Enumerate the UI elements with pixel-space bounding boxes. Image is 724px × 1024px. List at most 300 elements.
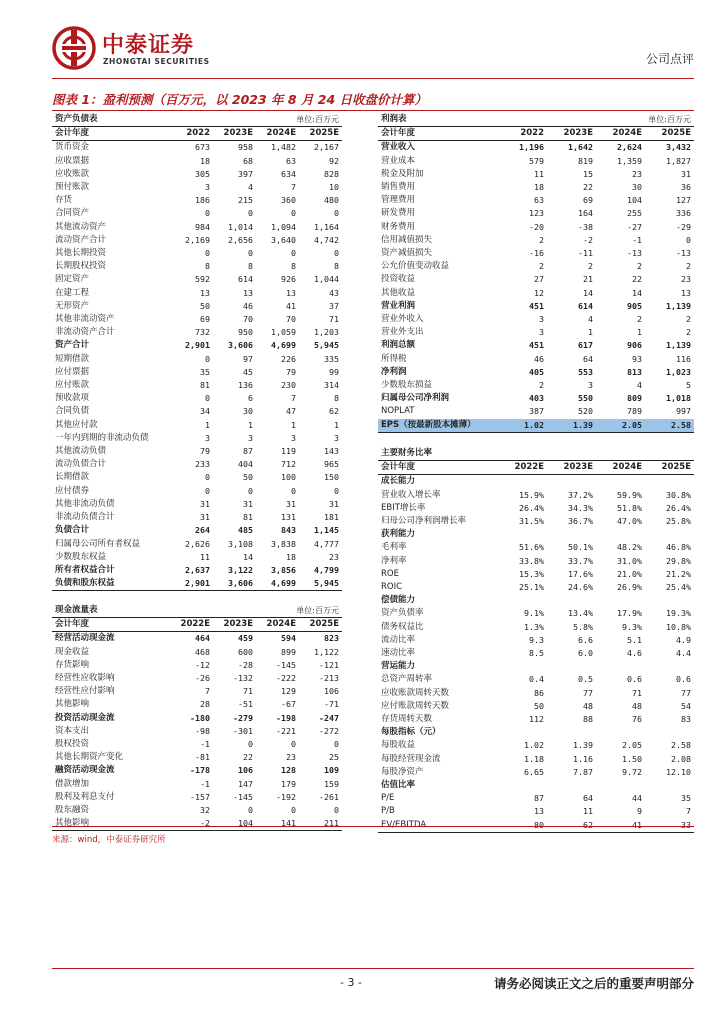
cell-value: 109 bbox=[324, 765, 339, 776]
row-label: 其他长期资产变化 bbox=[55, 752, 124, 763]
cell-value: 13 bbox=[200, 287, 210, 298]
cell-value: 11 bbox=[534, 168, 544, 179]
cell-value: 1.02 bbox=[498, 419, 547, 433]
cell-value bbox=[547, 779, 596, 792]
table-row bbox=[378, 392, 694, 405]
row-label: 现金收益 bbox=[55, 646, 90, 657]
cell-value: 9 bbox=[637, 806, 642, 817]
cell-value: 51.6% bbox=[519, 542, 544, 553]
cell-value: 76 bbox=[632, 714, 642, 725]
cell-value: 81 bbox=[243, 512, 253, 523]
fiscal-year-header: 会计年度 bbox=[378, 461, 498, 475]
row-label: 资产合计 bbox=[55, 340, 90, 351]
cell-value: 899 bbox=[281, 646, 296, 657]
cell-value: 36.7% bbox=[568, 516, 593, 527]
cell-value: 71 bbox=[632, 687, 642, 698]
fiscal-year-header: 会计年度 bbox=[52, 127, 170, 141]
table-row bbox=[378, 515, 694, 528]
table-row bbox=[52, 234, 342, 247]
cell-value: 3 bbox=[539, 314, 544, 325]
table-row bbox=[52, 287, 342, 300]
row-label: 固定资产 bbox=[55, 274, 90, 285]
row-label: 应付票据 bbox=[55, 366, 90, 377]
cell-value: 30.8% bbox=[666, 489, 691, 500]
table-row bbox=[378, 168, 694, 181]
cell-value: 18 bbox=[286, 551, 296, 562]
cell-value: 100 bbox=[281, 472, 296, 483]
cell-value: 15.3% bbox=[519, 568, 544, 579]
row-label: P/B bbox=[381, 806, 395, 817]
cell-value: 4.4 bbox=[676, 648, 691, 659]
cell-value: 0 bbox=[205, 485, 210, 496]
cell-value: 64 bbox=[583, 353, 593, 364]
cell-value: 159 bbox=[324, 778, 339, 789]
cell-value: 0 bbox=[248, 739, 253, 750]
cell-value: 119 bbox=[281, 446, 296, 457]
table-row bbox=[52, 207, 342, 220]
table-row bbox=[378, 594, 694, 607]
row-label: 所有者权益合计 bbox=[55, 564, 115, 575]
table-row bbox=[52, 485, 342, 498]
table-row bbox=[378, 326, 694, 339]
cell-value: 0 bbox=[291, 739, 296, 750]
row-label: 合同负债 bbox=[55, 406, 90, 417]
cell-value: 0 bbox=[334, 805, 339, 816]
cell-value: 6.65 bbox=[524, 766, 544, 777]
cell-value: 71 bbox=[243, 686, 253, 697]
table-row bbox=[378, 405, 694, 418]
cell-value: 37.2% bbox=[568, 489, 593, 500]
company-name-cn: 中泰证券 bbox=[102, 33, 195, 58]
income-statement-table bbox=[378, 113, 694, 433]
table-row bbox=[378, 647, 694, 660]
page-number: - 3 - bbox=[340, 976, 362, 989]
cell-value: 958 bbox=[238, 142, 253, 153]
company-logo bbox=[52, 26, 212, 72]
row-label: 股利及利息支付 bbox=[55, 791, 115, 802]
row-label: 每股收益 bbox=[381, 740, 416, 751]
row-label: 资产减值损失 bbox=[381, 248, 433, 259]
cell-value: 70 bbox=[243, 314, 253, 325]
year-header: 2023E bbox=[547, 461, 596, 475]
cell-value: 41 bbox=[286, 300, 296, 311]
table-row bbox=[52, 778, 342, 791]
unit-label: 单位:百万元 bbox=[256, 113, 342, 127]
cell-value: 3 bbox=[539, 327, 544, 338]
cell-value: 0 bbox=[291, 805, 296, 816]
cell-value: 17.6% bbox=[568, 568, 593, 579]
cell-value: 1,122 bbox=[314, 646, 339, 657]
cell-value: 965 bbox=[324, 459, 339, 470]
table-row bbox=[52, 313, 342, 326]
cell-value: 264 bbox=[195, 525, 210, 536]
company-name-en: ZHONGTAI SECURITIES bbox=[103, 57, 210, 66]
cell-value: 1,196 bbox=[519, 142, 544, 153]
cell-value bbox=[596, 726, 645, 739]
cell-value: 21 bbox=[583, 274, 593, 285]
cell-value: -178 bbox=[190, 765, 210, 776]
cell-value: -1 bbox=[200, 739, 210, 750]
cell-value: 21.0% bbox=[617, 568, 642, 579]
cell-value: -145 bbox=[276, 659, 296, 670]
cell-value: 35 bbox=[681, 793, 691, 804]
unit-label: 单位:百万元 bbox=[256, 604, 342, 618]
cell-value: -20 bbox=[529, 221, 544, 232]
cell-value: 23 bbox=[632, 168, 642, 179]
table-row bbox=[378, 247, 694, 260]
cell-value: 4 bbox=[588, 314, 593, 325]
cell-value: 83 bbox=[681, 714, 691, 725]
cell-value: 43 bbox=[329, 287, 339, 298]
cell-value: 1 bbox=[248, 419, 253, 430]
cell-value: -261 bbox=[319, 791, 339, 802]
table-row bbox=[52, 247, 342, 260]
cell-value: -301 bbox=[233, 725, 253, 736]
table-row bbox=[378, 568, 694, 581]
row-label: 每股指标（元） bbox=[381, 727, 441, 738]
cell-value: 2.05 bbox=[622, 740, 642, 751]
cell-value: -67 bbox=[281, 699, 296, 710]
cell-value: 50 bbox=[243, 472, 253, 483]
cell-value: 464 bbox=[195, 633, 210, 644]
row-label: 流动负债合计 bbox=[55, 459, 107, 470]
row-label: 公允价值变动收益 bbox=[381, 261, 450, 272]
cell-value: 69 bbox=[200, 314, 210, 325]
row-label: 应收票据 bbox=[55, 155, 90, 166]
cell-value: 7 bbox=[291, 393, 296, 404]
cell-value bbox=[547, 475, 596, 489]
column-header-row bbox=[378, 461, 694, 475]
cell-value: 77 bbox=[681, 687, 691, 698]
cell-value: -1 bbox=[200, 778, 210, 789]
cell-value: 579 bbox=[529, 155, 544, 166]
cell-value: 905 bbox=[627, 300, 642, 311]
row-label: 应付债券 bbox=[55, 485, 90, 496]
cell-value bbox=[547, 660, 596, 673]
cell-value: 31 bbox=[243, 498, 253, 509]
cell-value: 335 bbox=[324, 353, 339, 364]
table-row bbox=[378, 313, 694, 326]
row-label: EV/EBITDA bbox=[378, 819, 498, 833]
cell-value: 255 bbox=[627, 208, 642, 219]
cell-value: 0.6 bbox=[676, 674, 691, 685]
cell-value: 0.5 bbox=[578, 674, 593, 685]
cell-value: 48.2% bbox=[617, 542, 642, 553]
year-header: 2024E bbox=[596, 461, 645, 475]
cell-value bbox=[645, 726, 694, 739]
cell-value: 1,094 bbox=[271, 221, 296, 232]
cell-value: 732 bbox=[195, 327, 210, 338]
cell-value: -198 bbox=[276, 712, 296, 723]
table-row bbox=[378, 260, 694, 273]
cell-value: 31 bbox=[200, 498, 210, 509]
table-row bbox=[52, 511, 342, 524]
cell-value: 0 bbox=[205, 208, 210, 219]
cell-value: 211 bbox=[299, 817, 342, 831]
cell-value: 2,169 bbox=[185, 234, 210, 245]
cell-value: 33.7% bbox=[568, 555, 593, 566]
table-row bbox=[52, 551, 342, 564]
cell-value bbox=[645, 528, 694, 541]
cell-value: -13 bbox=[676, 248, 691, 259]
row-label: 经营性应付影响 bbox=[55, 686, 115, 697]
row-label: 获利能力 bbox=[381, 529, 416, 540]
row-label: 税金及附加 bbox=[381, 168, 424, 179]
cell-value: 451 bbox=[529, 300, 544, 311]
cell-value: 150 bbox=[324, 472, 339, 483]
cell-value: 0 bbox=[205, 353, 210, 364]
year-header: 2023E bbox=[213, 127, 256, 141]
table-row bbox=[52, 646, 342, 659]
cell-value: 828 bbox=[324, 168, 339, 179]
row-label: 每股净资产 bbox=[381, 766, 424, 777]
row-label: 流动资产合计 bbox=[55, 234, 107, 245]
cell-value: 1.16 bbox=[573, 753, 593, 764]
cell-value: 19.3% bbox=[666, 608, 691, 619]
table-row bbox=[52, 326, 342, 339]
cell-value: -180 bbox=[190, 712, 210, 723]
row-label: 利润总额 bbox=[381, 340, 416, 351]
logo-mark-icon bbox=[52, 26, 96, 70]
table-row bbox=[378, 300, 694, 313]
cell-value: 314 bbox=[324, 380, 339, 391]
cell-value: 48 bbox=[583, 700, 593, 711]
cell-value: 22 bbox=[583, 182, 593, 193]
table-row bbox=[378, 339, 694, 352]
cell-value: 81 bbox=[200, 380, 210, 391]
cell-value bbox=[498, 726, 547, 739]
cell-value: 15.9% bbox=[519, 489, 544, 500]
cell-value: 0 bbox=[334, 248, 339, 259]
cell-value: 1.39 bbox=[547, 419, 596, 433]
cell-value: 459 bbox=[238, 633, 253, 644]
cell-value: 1,044 bbox=[314, 274, 339, 285]
cell-value: 136 bbox=[238, 380, 253, 391]
cell-value: 68 bbox=[243, 155, 253, 166]
cell-value: 26.9% bbox=[617, 582, 642, 593]
cell-value: 63 bbox=[286, 155, 296, 166]
cell-value: 809 bbox=[627, 393, 642, 404]
column-header-row bbox=[378, 127, 694, 141]
cell-value: 128 bbox=[281, 765, 296, 776]
cell-value: 2,901 bbox=[185, 340, 210, 351]
cell-value: 80 bbox=[498, 819, 547, 833]
table-row bbox=[52, 804, 342, 817]
table-row bbox=[52, 445, 342, 458]
cell-value: 6.6 bbox=[578, 634, 593, 645]
cell-value: 5,945 bbox=[299, 577, 342, 591]
table-row bbox=[378, 607, 694, 620]
unit-label: 单位:百万元 bbox=[596, 113, 694, 127]
cell-value: 0 bbox=[248, 485, 253, 496]
cell-value: 0 bbox=[205, 393, 210, 404]
document-type: 公司点评 bbox=[645, 52, 694, 66]
cell-value: 51.8% bbox=[617, 502, 642, 513]
cell-value: 69 bbox=[583, 195, 593, 206]
cell-value: 1,018 bbox=[666, 393, 691, 404]
cell-value: -38 bbox=[578, 221, 593, 232]
row-label: 非流动资产合计 bbox=[55, 327, 115, 338]
table-row bbox=[52, 419, 342, 432]
cell-value: -2 bbox=[170, 817, 213, 831]
section-title-row bbox=[52, 604, 342, 618]
row-label: 成长能力 bbox=[381, 476, 416, 487]
cell-value: 843 bbox=[281, 525, 296, 536]
cell-value: 0 bbox=[248, 248, 253, 259]
cell-value bbox=[596, 475, 645, 489]
cell-value: 617 bbox=[578, 340, 593, 351]
cell-value: 9.1% bbox=[524, 608, 544, 619]
cell-value: -28 bbox=[238, 659, 253, 670]
cell-value: 9.72 bbox=[622, 766, 642, 777]
table-row bbox=[52, 471, 342, 484]
row-label: ROE bbox=[381, 568, 399, 579]
row-label: 营业外支出 bbox=[381, 327, 424, 338]
row-label: 净利润 bbox=[381, 366, 407, 377]
row-label: 一年内到期的非流动负债 bbox=[55, 432, 149, 443]
row-label: 其他收益 bbox=[381, 287, 416, 298]
cell-value: 789 bbox=[627, 406, 642, 417]
cell-value: 54 bbox=[681, 700, 691, 711]
cell-value: 47.0% bbox=[617, 516, 642, 527]
cell-value: 1,014 bbox=[228, 221, 253, 232]
cell-value: 11 bbox=[583, 806, 593, 817]
cell-value: 0 bbox=[334, 739, 339, 750]
cell-value: 592 bbox=[195, 274, 210, 285]
cell-value: 4,699 bbox=[256, 577, 299, 591]
cell-value: 12.10 bbox=[666, 766, 691, 777]
cell-value: 23 bbox=[329, 551, 339, 562]
row-label: 非流动负债合计 bbox=[55, 512, 115, 523]
cell-value bbox=[645, 594, 694, 607]
row-label: 经营性应收影响 bbox=[55, 673, 115, 684]
cell-value: 926 bbox=[281, 274, 296, 285]
row-label: 毛利率 bbox=[381, 542, 407, 553]
row-label: 货币资金 bbox=[55, 142, 90, 153]
cell-value: 1 bbox=[637, 327, 642, 338]
cell-value: 226 bbox=[281, 353, 296, 364]
cell-value: -272 bbox=[319, 725, 339, 736]
table-row bbox=[378, 726, 694, 739]
row-label: 应付账款 bbox=[55, 380, 90, 391]
cell-value: 0 bbox=[248, 208, 253, 219]
cell-value bbox=[596, 660, 645, 673]
cell-value: 2 bbox=[686, 327, 691, 338]
cell-value: 7 bbox=[686, 806, 691, 817]
cell-value: 387 bbox=[529, 406, 544, 417]
cell-value: -279 bbox=[233, 712, 253, 723]
cell-value: 181 bbox=[324, 512, 339, 523]
table-row bbox=[378, 489, 694, 502]
cell-value: 7.87 bbox=[573, 766, 593, 777]
cell-value: 11 bbox=[200, 551, 210, 562]
cell-value: 1,827 bbox=[666, 155, 691, 166]
table-row bbox=[52, 405, 342, 418]
cell-value: 1.3% bbox=[524, 621, 544, 632]
row-label: 少数股东权益 bbox=[55, 551, 107, 562]
cell-value: -1 bbox=[632, 234, 642, 245]
row-label: NOPLAT bbox=[381, 406, 415, 417]
cell-value: 14 bbox=[583, 287, 593, 298]
row-label: 营运能力 bbox=[381, 661, 416, 672]
table-row bbox=[52, 353, 342, 366]
cell-value: 37 bbox=[329, 300, 339, 311]
balance-sheet-table bbox=[52, 113, 342, 591]
column-header-row bbox=[52, 618, 342, 632]
cell-value: 8 bbox=[334, 261, 339, 272]
cell-value: 14 bbox=[632, 287, 642, 298]
cell-value: 32 bbox=[200, 805, 210, 816]
cell-value: 2,656 bbox=[228, 234, 253, 245]
row-label: EPS（按最新股本摊薄） bbox=[378, 419, 498, 433]
cell-value: 50 bbox=[534, 700, 544, 711]
cell-value: 41 bbox=[596, 819, 645, 833]
table-row bbox=[52, 300, 342, 313]
table-row bbox=[378, 700, 694, 713]
cell-value: 25.8% bbox=[666, 516, 691, 527]
cell-value: 230 bbox=[281, 380, 296, 391]
cell-value: 0 bbox=[291, 208, 296, 219]
cell-value: 93 bbox=[632, 353, 642, 364]
table-row bbox=[52, 632, 342, 646]
cell-value bbox=[645, 660, 694, 673]
table-row bbox=[378, 541, 694, 554]
cell-value: 2,626 bbox=[185, 538, 210, 549]
cell-value: 0 bbox=[686, 234, 691, 245]
cell-value: 3 bbox=[291, 432, 296, 443]
year-header: 2025E bbox=[645, 127, 694, 141]
row-label: 投资活动现金流 bbox=[55, 712, 115, 723]
cell-value: 1 bbox=[291, 419, 296, 430]
cash-flow-table bbox=[52, 604, 342, 831]
cell-value: 25.1% bbox=[519, 582, 544, 593]
row-label: 股东融资 bbox=[55, 805, 90, 816]
cell-value: 1,482 bbox=[271, 142, 296, 153]
header-divider bbox=[52, 78, 694, 79]
cell-value: 31 bbox=[286, 498, 296, 509]
cell-value: 712 bbox=[281, 459, 296, 470]
row-label: 存货影响 bbox=[55, 659, 90, 670]
year-header: 2025E bbox=[645, 461, 694, 475]
cell-value: 10 bbox=[329, 182, 339, 193]
row-label: 速动比率 bbox=[381, 648, 416, 659]
cell-value: 8 bbox=[291, 261, 296, 272]
cell-value: 18 bbox=[200, 155, 210, 166]
cell-value: 813 bbox=[627, 366, 642, 377]
year-header: 2023E bbox=[213, 618, 256, 632]
cell-value: 480 bbox=[324, 195, 339, 206]
cell-value: -2 bbox=[583, 234, 593, 245]
table-row bbox=[52, 725, 342, 738]
cell-value: 9.3% bbox=[622, 621, 642, 632]
cell-value bbox=[547, 726, 596, 739]
cell-value: 5.1 bbox=[627, 634, 642, 645]
fiscal-year-header: 会计年度 bbox=[52, 618, 170, 632]
cell-value: 23 bbox=[286, 752, 296, 763]
cell-value: -16 bbox=[529, 248, 544, 259]
cell-value: 12 bbox=[534, 287, 544, 298]
table-row bbox=[52, 738, 342, 751]
cell-value: 15 bbox=[583, 168, 593, 179]
figure-title-divider bbox=[52, 110, 694, 111]
section-title-row bbox=[378, 113, 694, 127]
cell-value: -81 bbox=[195, 752, 210, 763]
cell-value: 17.9% bbox=[617, 608, 642, 619]
cell-value: 25.4% bbox=[666, 582, 691, 593]
row-label: 负债和股东权益 bbox=[52, 577, 170, 591]
cell-value: 2 bbox=[637, 261, 642, 272]
cell-value: 0 bbox=[334, 208, 339, 219]
